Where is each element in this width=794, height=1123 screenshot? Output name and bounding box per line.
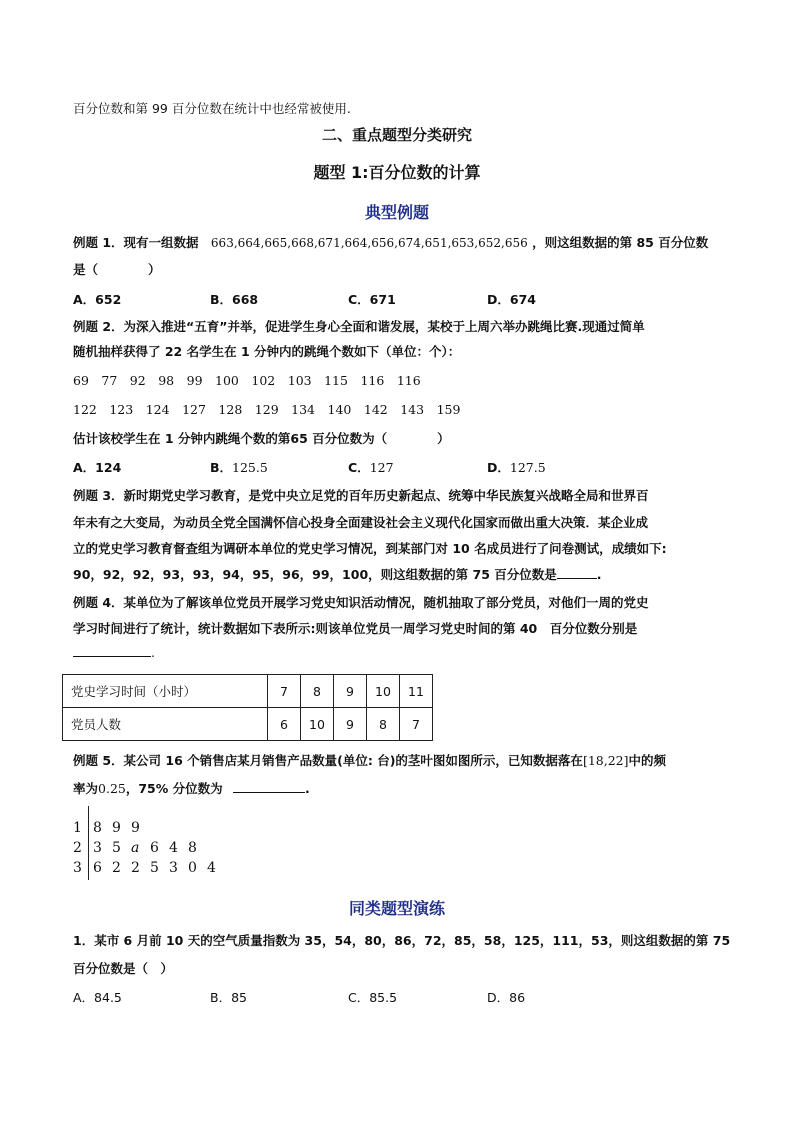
leaf: 8	[188, 840, 197, 856]
example-2-line-1: 例题 2．为深入推进“五育”并举，促进学生身心全面和谐发展，某校于上周六举办跳绳比赛.现通过简单	[73, 319, 645, 334]
example-3-line-2: 年未有之大变局，为动员全党全国满怀信心投身全面建设社会主义现代化国家而做出重大决策．某企业成	[73, 515, 649, 530]
example-5-frequency: 0.25	[98, 781, 126, 796]
example-5-interval: [18,22]	[582, 753, 629, 768]
stem-row	[73, 818, 226, 838]
leaf: 5	[112, 840, 121, 856]
table-cell: 9	[334, 675, 367, 708]
stem-leaves	[85, 818, 150, 838]
practice-1-line-1: 1．某市 6 月前 10 天的空气质量指数为 35，54，80，86，72，85，58，125，111，53，则这组数据的第 75	[73, 933, 731, 948]
practice-1-option-d: D．86	[487, 990, 526, 1005]
practice-1-option-a: A．84.5	[73, 990, 122, 1005]
stem-leaves	[85, 838, 207, 858]
table-row	[63, 708, 433, 741]
example-3-question: 90，92，92，93，93，94，95，96，99，100，则这组数据的第 75 百分位数是	[73, 567, 557, 582]
example-1-tail: ，则这组数据的第 85 百分位数	[532, 235, 709, 250]
table-cell: 7	[400, 708, 433, 741]
leaf: 0	[188, 860, 197, 876]
example-1-line-1	[73, 234, 734, 252]
practice-1-option-c: C．85.5	[348, 990, 398, 1005]
example-4-line-1: 例题 4．某单位为了解该单位党员开展学习党史知识活动情况，随机抽取了部分党员，对他们一周的党史	[73, 595, 649, 610]
answer-blank	[557, 566, 597, 579]
answer-blank	[73, 644, 151, 657]
example-1-data: 663,664,665,668,671,664,656,674,651,653,652,656	[210, 236, 528, 250]
example-2-option-d-value: 127.5	[509, 460, 546, 475]
example-3-line-1: 例题 3．新时期党史学习教育，是党中央立足党的百年历史新起点、统筹中华民族复兴战略全局和世界百	[73, 488, 649, 503]
example-2-option-a: A．124	[73, 460, 122, 475]
answer-blank	[233, 780, 305, 793]
example-5-text-d: ，75% 分位数为	[125, 781, 223, 796]
table-row-label: 党员人数	[63, 708, 268, 741]
example-3-line-3: 立的党史学习教育督查组为调研本单位的党史学习情况，到某部门对 10 名成员进行了问卷测试，成绩如下:	[73, 541, 667, 556]
example-5-text-a: 例题 5．某公司 16 个销售店某月销售产品数量(单位: 台)的茎叶图如图所示，已知数据落在	[73, 753, 583, 768]
table-row-label: 党史学习时间（小时）	[63, 675, 268, 708]
table-row	[63, 675, 433, 708]
example-2-option-b: B．125.5	[210, 460, 268, 475]
table-cell: 10	[367, 675, 400, 708]
example-5-line-2: 率为0.25，75% 分位数为 .	[73, 781, 310, 796]
leaf: 2	[131, 860, 140, 876]
table-cell: 6	[268, 708, 301, 741]
example-1-label: 例题 1．现有一组数据	[73, 235, 199, 250]
example-1-option-c: C．671	[348, 292, 396, 307]
example-2-question: 估计该校学生在 1 分钟内跳绳个数的第65 百分位数为（ ）	[73, 431, 450, 446]
example-1-option-b: B．668	[210, 292, 259, 307]
leaf: a	[131, 840, 140, 856]
example-3-line-4: 90，92，92，93，93，94，95，96，99，100，则这组数据的第 75 百分位数是 .	[73, 567, 602, 582]
table-cell: 8	[301, 675, 334, 708]
leaf: 4	[169, 840, 178, 856]
practice-1-option-b: B．85	[210, 990, 247, 1005]
example-2-line-2: 随机抽样获得了 22 名学生在 1 分钟内的跳绳个数如下（单位：个）：	[73, 344, 461, 359]
section-title: 二、重点题型分类研究	[321, 126, 472, 144]
practice-heading: 同类题型演练	[348, 899, 445, 918]
study-time-table	[62, 674, 433, 741]
leaf: 6	[93, 860, 102, 876]
leaf: 3	[169, 860, 178, 876]
leaf: 9	[131, 820, 140, 836]
type-title: 题型 1:百分位数的计算	[313, 163, 481, 182]
example-2-data-row-2: 122 123 124 127 128 129 134 140 142 143 159	[73, 402, 461, 417]
leaf: 8	[93, 820, 102, 836]
example-2-option-b-value: 125.5	[232, 460, 268, 475]
example-2-option-c-value: 127	[369, 460, 394, 475]
leaf: 5	[150, 860, 159, 876]
stem-row	[73, 858, 226, 878]
table-cell: 8	[367, 708, 400, 741]
intro-text: 百分位数和第 99 百分位数在统计中也经常被使用.	[73, 101, 351, 116]
leaf: 9	[112, 820, 121, 836]
example-1-option-a: A．652	[73, 292, 122, 307]
typical-examples-heading: 典型例题	[364, 203, 429, 222]
example-1-line-2: 是（ ）	[73, 262, 161, 277]
example-5-text-c: 率为	[73, 781, 99, 796]
leaf: 4	[207, 860, 216, 876]
stem-row	[73, 838, 226, 858]
leaf: 3	[93, 840, 102, 856]
stem-key: 2	[73, 840, 82, 856]
example-4-blank-line: .	[73, 644, 734, 662]
example-2-option-c: C．127	[348, 460, 394, 475]
example-5-line-1	[73, 752, 734, 770]
example-2-data-row-1: 69 77 92 98 99 100 102 103 115 116 116	[73, 373, 421, 388]
stem-leaf-plot	[73, 818, 226, 878]
stem-key: 1	[73, 820, 82, 836]
table-cell: 7	[268, 675, 301, 708]
table-cell: 11	[400, 675, 433, 708]
example-1-option-d: D．674	[487, 292, 536, 307]
practice-1-line-2: 百分位数是（ ）	[73, 961, 174, 976]
leaf: 2	[112, 860, 121, 876]
leaf: 6	[150, 840, 159, 856]
stem-key: 3	[73, 860, 82, 876]
stem-leaves	[85, 858, 226, 878]
example-5-text-b: 中的频	[628, 753, 666, 768]
example-4-line-2: 学习时间进行了统计，统计数据如下表所示:则该单位党员一周学习党史时间的第 40 百分位数分别是	[73, 621, 638, 636]
example-2-option-d: D．127.5	[487, 460, 546, 475]
table-cell: 10	[301, 708, 334, 741]
table-cell: 9	[334, 708, 367, 741]
